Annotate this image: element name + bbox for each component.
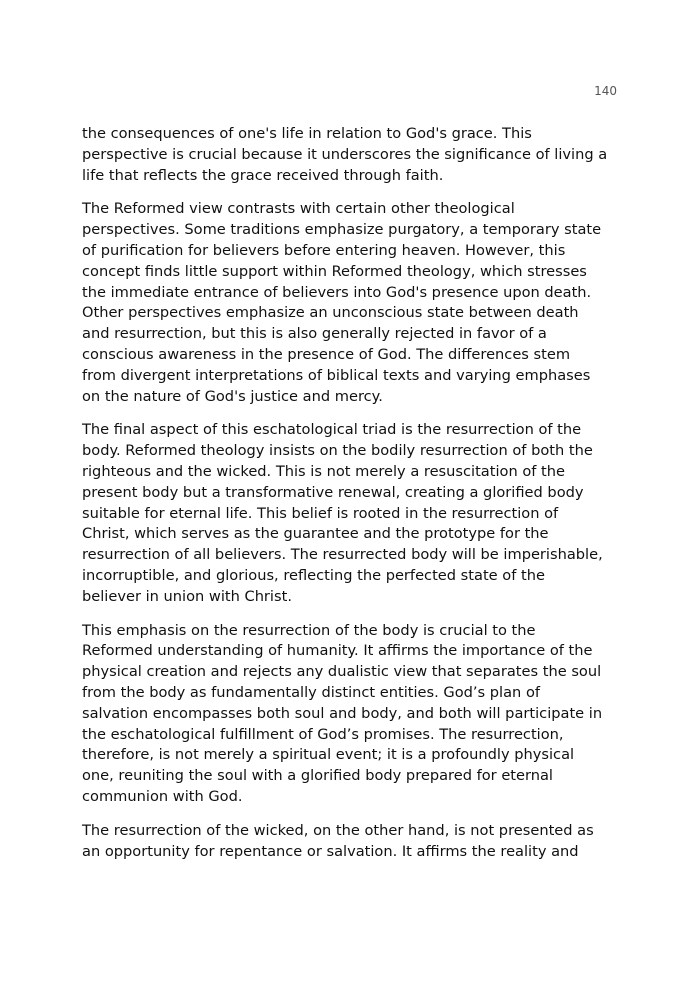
text-line: and resurrection, but this is also generally rejected in favor of a <box>82 325 547 343</box>
text-line: The Reformed view contrasts with certain other theological <box>82 200 515 218</box>
text-line: concept finds little support within Reformed theology, which stresses <box>82 262 587 280</box>
text-line: of purification for believers before entering heaven. However, this <box>82 241 566 259</box>
text-line: perspectives. Some traditions emphasize purgatory, a temporary state <box>82 221 602 239</box>
text-line: resurrection of all believers. The resurrected body will be imperishable, <box>82 546 603 564</box>
text-line: conscious awareness in the presence of God. The differences stem <box>82 345 571 363</box>
paragraph <box>82 199 622 407</box>
text-line: the immediate entrance of believers into God's presence upon death. <box>82 283 592 301</box>
text-line: salvation encompasses both soul and body, and both will participate in <box>82 704 603 722</box>
page-number: 140 <box>594 84 617 98</box>
paragraph <box>82 420 622 607</box>
text-line: an opportunity for repentance or salvation. It affirms the reality and <box>82 842 579 860</box>
text-line: Christ, which serves as the guarantee and the prototype for the <box>82 525 549 543</box>
text-line: incorruptible, and glorious, reflecting the perfected state of the <box>82 566 545 584</box>
text-line: perspective is crucial because it underscores the significance of living a <box>82 145 608 163</box>
text-line: therefore, is not merely a spiritual event; it is a profoundly physical <box>82 746 575 764</box>
text-line: The resurrection of the wicked, on the other hand, is not presented as <box>82 821 594 839</box>
text-line: suitable for eternal life. This belief is rooted in the resurrection of <box>82 504 559 522</box>
text-line: life that reflects the grace received through faith. <box>82 166 444 184</box>
text-line: the consequences of one's life in relation to God's grace. This <box>82 125 532 142</box>
body-text <box>82 124 622 875</box>
text-line: righteous and the wicked. This is not merely a resuscitation of the <box>82 462 566 480</box>
text-line: Reformed understanding of humanity. It affirms the importance of the <box>82 642 593 660</box>
text-line: physical creation and rejects any dualistic view that separates the soul <box>82 663 602 681</box>
text-line: present body but a transformative renewal, creating a glorified body <box>82 483 584 501</box>
text-line: Other perspectives emphasize an unconscious state between death <box>82 304 579 322</box>
text-line: from the body as fundamentally distinct entities. God’s plan of <box>82 683 541 701</box>
text-line: body. Reformed theology insists on the bodily resurrection of both the <box>82 442 593 460</box>
paragraph <box>82 621 622 808</box>
paragraph <box>82 124 622 186</box>
text-line: on the nature of God's justice and mercy. <box>82 387 383 405</box>
text-line: This emphasis on the resurrection of the body is crucial to the <box>82 621 536 639</box>
paragraph <box>82 821 622 863</box>
text-line: believer in union with Christ. <box>82 587 292 605</box>
text-line: communion with God. <box>82 787 243 805</box>
text-line: the eschatological fulfillment of God’s promises. The resurrection, <box>82 725 564 743</box>
text-line: The final aspect of this eschatological triad is the resurrection of the <box>82 421 582 439</box>
text-line: one, reuniting the soul with a glorified body prepared for eternal <box>82 767 553 785</box>
text-line: from divergent interpretations of biblical texts and varying emphases <box>82 366 591 384</box>
